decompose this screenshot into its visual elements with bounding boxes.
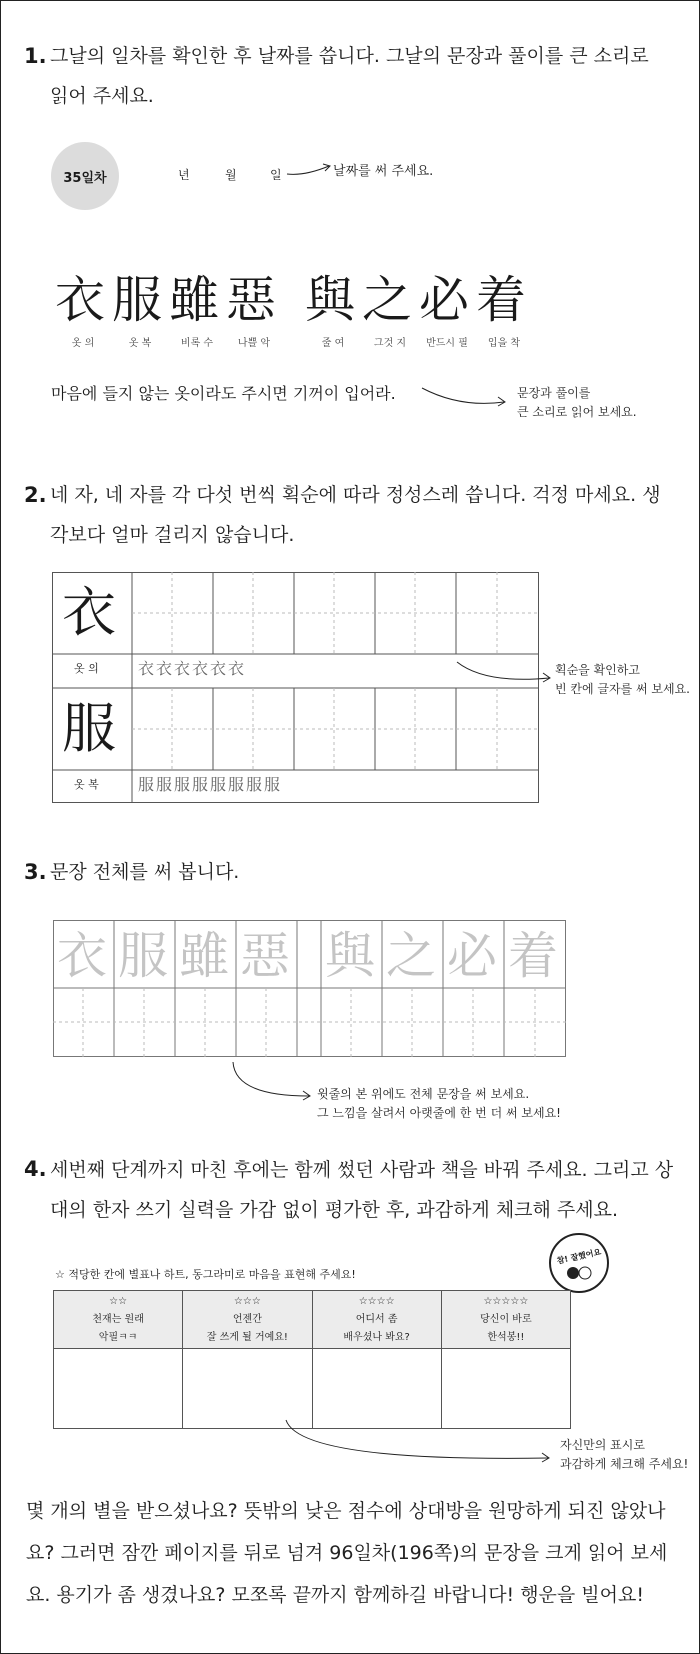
hanja-reading: 비록 수: [180, 338, 214, 349]
step1-number: 1.: [24, 44, 47, 68]
step4-instruction: 세번째 단계까지 마친 후에는 함께 썼던 사람과 책을 바꿔 주세요. 그리고 상대의 한자 쓰기 실력을 가감 없이 평가한 후, 과감하게 체크해 주세요.: [50, 1159, 674, 1221]
step2-instruction: 네 자, 네 자를 각 다섯 번씩 획순에 따라 정성스레 씁니다. 걱정 마세요. 생각보다 얼마 걸리지 않습니다.: [50, 484, 661, 546]
practice-char-1: 衣: [62, 581, 116, 644]
hanja-reading: 입을 착: [487, 338, 521, 349]
hanja-char: 之: [362, 271, 412, 329]
rating-cell-2[interactable]: [183, 1349, 312, 1429]
step3-number: 3.: [24, 860, 47, 884]
stroke-order-2: 服服服服服服服服: [138, 775, 283, 794]
date-day-label: 일: [270, 168, 282, 182]
step2-number: 2.: [24, 483, 47, 507]
practice-char-2: 服: [62, 697, 116, 760]
hanja-reading: 반드시 필: [426, 338, 468, 349]
hanja-reading: 옷 의: [71, 338, 95, 349]
hanja-reading: 줄 여: [321, 338, 345, 349]
hanja-reading: 나쁠 악: [237, 338, 271, 349]
hanja-char: 服: [112, 271, 162, 329]
step3-instruction: 문장 전체를 써 봅니다.: [50, 861, 240, 883]
arrow-icon: [455, 658, 555, 688]
trace-char: 服: [118, 927, 168, 985]
closing-paragraph: 몇 개의 별을 받으셨나요? 뜻밖의 낮은 점수에 상대방을 원망하게 되진 않았나요? 그러면 잠깐 페이지를 뒤로 넘겨 96일차(196쪽)의 문장을 크게 읽어 보세요. 용기가 좀 생겼나요? 모쪼록 끝까지 함께하길 바랍니다! 행운을 빌어요!: [26, 1500, 668, 1606]
rating-cell-4[interactable]: [441, 1349, 570, 1429]
hanja-reading: 그것 지: [373, 338, 407, 349]
trace-char: 之: [386, 927, 436, 985]
trace-char: 必: [447, 927, 497, 985]
rating-header-3: ☆☆☆☆ 어디서 좀 배우셨나 봐요?: [312, 1291, 441, 1349]
hanja-char: 衣: [55, 271, 105, 329]
rating-header-2: ☆☆☆ 언젠간 잘 쓰게 될 거예요!: [183, 1291, 312, 1349]
trace-char: 衣: [57, 927, 107, 985]
sentence-note: 윗줄의 본 위에도 전체 문장을 써 보세요. 그 느낌을 살려서 아랫줄에 한 번 더 써 보세요!: [317, 1087, 561, 1120]
hanja-char: 惡: [226, 271, 276, 329]
date-month-label: 월: [225, 168, 237, 182]
rating-header-1: ☆☆ 천재는 원래 악필ㅋㅋ: [54, 1291, 183, 1349]
stamp-icon: 참! 잘했어요: [549, 1233, 609, 1293]
practice-grid: [52, 572, 540, 804]
hanja-reading: 옷 복: [128, 338, 152, 349]
hanja-char: 必: [419, 271, 469, 329]
trace-char: 與: [325, 927, 375, 985]
check-note: 자신만의 표시로 과감하게 체크해 주세요!: [560, 1438, 689, 1471]
date-year-label: 년: [178, 168, 190, 182]
stroke-order-1: 衣衣衣衣衣衣: [138, 659, 247, 678]
step1-instruction: 그날의 일차를 확인한 후 날짜를 씁니다. 그날의 문장과 풀이를 큰 소리로 읽어 주세요.: [50, 45, 649, 107]
stroke-note: 획순을 확인하고 빈 칸에 글자를 써 보세요.: [555, 663, 690, 696]
hanja-char: 着: [476, 271, 526, 329]
rating-cell-1[interactable]: [54, 1349, 183, 1429]
arrow-icon: [420, 384, 510, 414]
trace-char: 惡: [240, 927, 290, 985]
hanja-char: 與: [305, 271, 355, 329]
hanja-char: 雖: [169, 271, 219, 329]
arrow-icon: [225, 1060, 315, 1105]
rating-table: [53, 1290, 571, 1429]
practice-reading-2: 옷 복: [74, 778, 99, 791]
arrow-icon: [285, 160, 335, 180]
date-note: 날짜를 써 주세요.: [333, 164, 434, 179]
practice-reading-1: 옷 의: [74, 662, 99, 675]
rating-cell-3[interactable]: [312, 1349, 441, 1429]
day-badge: 35일차: [51, 142, 119, 210]
arrow-icon: [280, 1418, 555, 1468]
read-note: 문장과 풀이를 큰 소리로 읽어 보세요.: [517, 386, 637, 419]
rating-header-4: ☆☆☆☆☆ 당신이 바로 한석봉!!: [441, 1291, 570, 1349]
meaning-sentence: 마음에 들지 않는 옷이라도 주시면 기꺼이 입어라.: [51, 384, 396, 403]
rating-instruction: ☆ 적당한 칸에 별표나 하트, 동그라미로 마음을 표현해 주세요!: [55, 1268, 356, 1281]
trace-char: 着: [508, 927, 558, 985]
trace-char: 雖: [179, 927, 229, 985]
step4-number: 4.: [24, 1157, 47, 1181]
